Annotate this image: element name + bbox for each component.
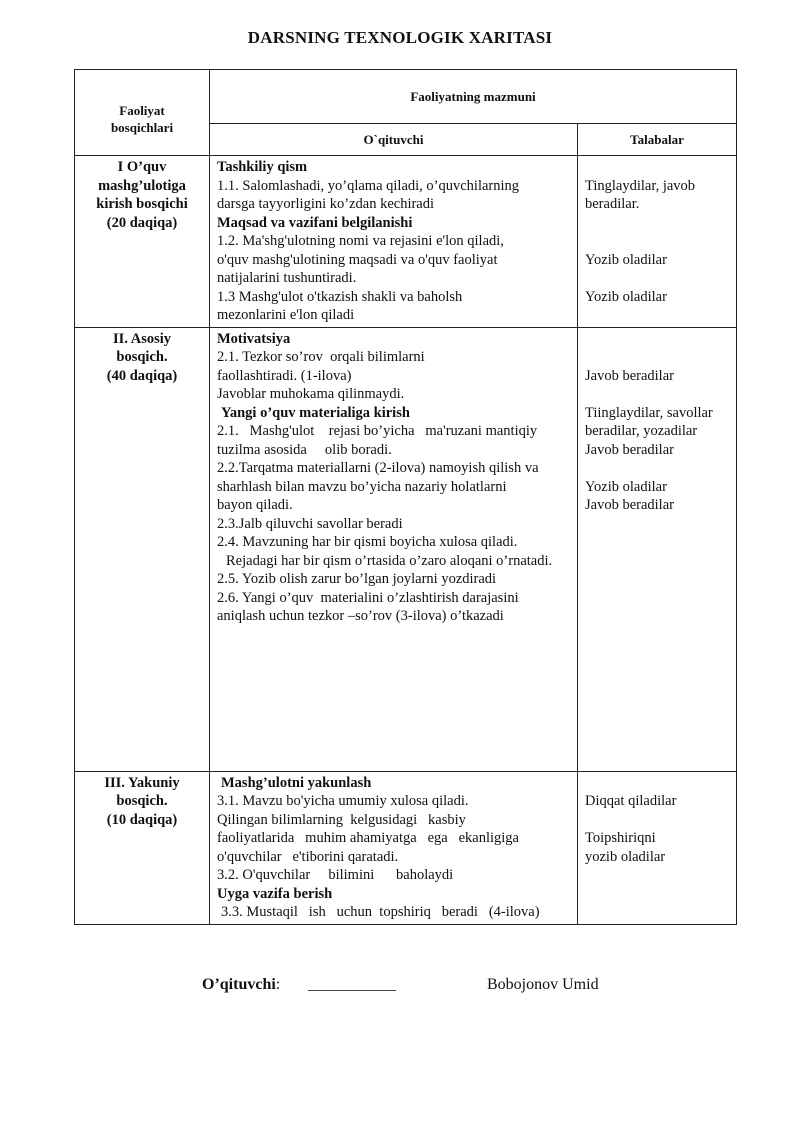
teacher-activity-line: sharhlash bilan mavzu bo’yicha nazariy holatlarni: [217, 478, 507, 495]
student-activity-line: [585, 774, 730, 793]
teacher-cell: [210, 771, 578, 924]
teacher-activity-line: 2.6. Yangi o’quv materialini o’zlashtirish darajasini: [217, 589, 519, 606]
stage-label-line: kirish bosqichi: [96, 196, 188, 212]
student-activity-line: Tiinglaydilar, savollar: [585, 404, 713, 421]
section-heading: Tashkiliy qism: [217, 159, 308, 175]
header-students: [578, 124, 737, 156]
teacher-cell: [210, 327, 578, 771]
student-activity-line: [585, 459, 730, 478]
section-heading: Uyga vazifa berish: [217, 885, 333, 902]
student-activity-line: Diqqat qiladilar: [585, 793, 677, 809]
teacher-activity-line: mezonlarini e'lon qiladi: [217, 307, 355, 323]
stage-label-line: (20 daqiqa): [106, 214, 178, 231]
header-content: [210, 70, 737, 124]
stage-row: [75, 771, 737, 924]
students-cell: [578, 156, 737, 328]
signature-name: Bobojonov Umid: [487, 976, 599, 993]
student-activity-line: beradilar, yozadilar: [585, 423, 698, 439]
student-activity-line: [585, 348, 730, 367]
teacher-cell: [210, 156, 578, 328]
students-cell: [578, 771, 737, 924]
teacher-activity-line: Javoblar muhokama qilinmaydi.: [217, 386, 405, 402]
stage-label-line: III. Yakuniy: [104, 774, 180, 791]
stage-label-line: (40 daqiqa): [106, 367, 178, 384]
student-activity-line: Yozib oladilar: [585, 478, 667, 495]
teacher-activity-line: 2.3.Jalb qiluvchi savollar beradi: [217, 515, 403, 532]
teacher-activity-line: 1.2. Ma'shg'ulotning nomi va rejasini e'lon qiladi,: [217, 233, 504, 249]
teacher-activity-line: 3.3. Mustaqil ish uchun topshiriq beradi (4-ilova): [221, 904, 540, 920]
stage-cell: [75, 327, 210, 771]
teacher-activity-line: 2.5. Yozib olish zarur bo’lgan joylarni yozdiradi: [217, 571, 497, 587]
student-activity-line: Yozib oladilar: [585, 288, 667, 305]
teacher-activity-line: natijalarini tushuntiradi.: [217, 270, 357, 286]
teacher-activity-line: darsga tayyorligini ko’zdan kechiradi: [217, 196, 435, 212]
signature-label: [202, 976, 280, 994]
student-activity-line: [585, 232, 730, 251]
student-activity-line: yozib oladilar: [585, 848, 666, 865]
section-heading: Mashg’ulotni yakunlash: [221, 774, 372, 791]
stage-label-line: II. Asosiy: [112, 330, 172, 347]
student-activity-line: [585, 269, 730, 288]
teacher-activity-line: faollashtiradi. (1-ilova): [217, 367, 352, 384]
stage-row: [75, 327, 737, 771]
teacher-activity-line: tuzilma asosida olib boradi.: [217, 441, 392, 458]
teacher-activity-line: faoliyatlarida muhim ahamiyatga ega ekanligiga: [217, 830, 519, 846]
teacher-activity-line: 2.2.Tarqatma materiallarni (2-ilova) namoyish qilish va: [217, 460, 539, 476]
teacher-activity-line: bayon qiladi.: [217, 497, 293, 513]
stage-label-line: bosqich.: [116, 349, 168, 365]
teacher-activity-line: Rejadagi har bir qism o’rtasida o’zaro aloqani o’rnatadi.: [226, 552, 553, 569]
signature-colon: :: [275, 976, 281, 993]
student-activity-line: beradilar.: [585, 196, 640, 212]
teacher-activity-line: aniqlash uchun tezkor –so’rov (3-ilova) o’tkazadi: [217, 608, 504, 624]
header-stages: [75, 70, 210, 156]
stage-label-line: mashg’ulotiga: [98, 177, 186, 194]
stage-row: [75, 156, 737, 328]
stage-cell: [75, 771, 210, 924]
student-activity-line: Yozib oladilar: [585, 251, 667, 268]
header-students-label: Talabalar: [630, 131, 684, 147]
section-heading: Yangi o’quv materialiga kirish: [221, 404, 410, 421]
signature-role: O’qituvchi: [202, 976, 276, 993]
teacher-activity-line: o'quvchilar e'tiborini qaratadi.: [217, 848, 399, 865]
header-teacher: [210, 124, 578, 156]
teacher-activity-line: 2.1. Tezkor so’rov orqali bilimlarni: [217, 349, 425, 365]
teacher-activity-line: 3.1. Mavzu bo'yicha umumiy xulosa qiladi.: [217, 793, 469, 809]
students-cell: [578, 327, 737, 771]
student-activity-line: Javob beradilar: [585, 497, 674, 513]
stage-label-line: bosqich.: [116, 793, 168, 809]
section-heading: Motivatsiya: [217, 330, 291, 347]
teacher-activity-line: Qilingan bilimlarning kelgusidagi kasbiy: [217, 811, 466, 828]
student-activity-line: Tinglaydilar, javob: [585, 177, 696, 194]
signature-blank: ___________: [308, 976, 396, 993]
student-activity-line: [585, 214, 730, 233]
section-heading: Maqsad va vazifani belgilanishi: [217, 214, 413, 231]
header-stages-label: Faoliyat bosqichlari: [110, 102, 174, 135]
teacher-activity-line: o'quv mashg'ulotining maqsadi va o'quv faoliyat: [217, 251, 498, 268]
student-activity-line: Javob beradilar: [585, 367, 674, 384]
stage-label-line: (10 daqiqa): [106, 811, 178, 828]
teacher-activity-line: 2.1. Mashg'ulot rejasi bo’yicha ma'ruzani mantiqiy: [217, 423, 538, 439]
student-activity-line: Javob beradilar: [585, 441, 674, 458]
student-activity-line: [585, 158, 730, 177]
student-activity-line: Toipshiriqni: [585, 830, 656, 846]
teacher-activity-line: 2.4. Mavzuning har bir qismi boyicha xulosa qiladi.: [217, 534, 518, 550]
header-row-top: [75, 70, 737, 124]
student-activity-line: [585, 330, 730, 349]
student-activity-line: [585, 385, 730, 404]
header-content-label: Faoliyatning mazmuni: [410, 88, 536, 104]
header-teacher-label: O`qituvchi: [363, 131, 424, 147]
teacher-activity-line: 1.1. Salomlashadi, yo’qlama qiladi, o’quvchilarning: [217, 177, 520, 194]
stage-label-line: I O’quv: [117, 159, 167, 175]
stage-cell: [75, 156, 210, 328]
technology-map-table: [74, 69, 737, 925]
student-activity-line: [585, 811, 730, 830]
teacher-activity-line: 1.3 Mashg'ulot o'tkazish shakli va baholsh: [217, 288, 463, 305]
document-title: DARSNING TEXNOLOGIK XARITASI: [247, 28, 553, 47]
teacher-activity-line: 3.2. O'quvchilar bilimini baholaydi: [217, 867, 454, 883]
